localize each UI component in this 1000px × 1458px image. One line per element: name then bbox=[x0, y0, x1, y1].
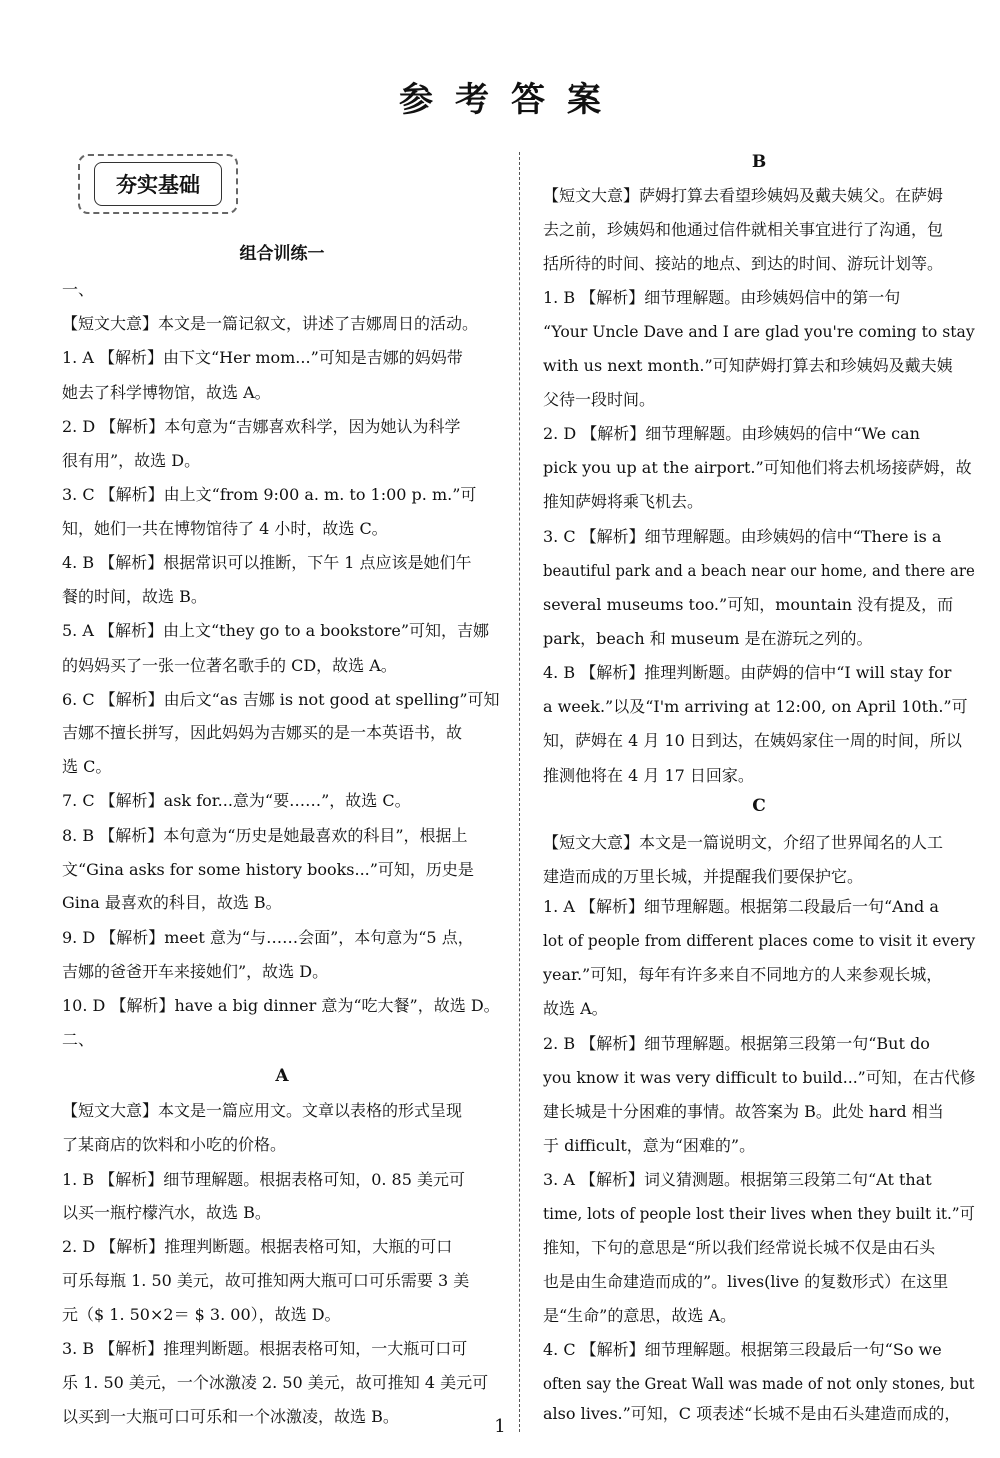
section-heading: B bbox=[751, 152, 767, 172]
answer-line: 1. B 【解析】细节理解题。根据表格可知，0. 85 美元可 bbox=[62, 1170, 465, 1189]
answer-line: 3. A 【解析】词义猜测题。根据第三段第二句“At that bbox=[543, 1170, 932, 1189]
answer-line: 1. B 【解析】细节理解题。由珍姨妈信中的第一句 bbox=[543, 288, 901, 307]
column-divider bbox=[519, 152, 520, 1432]
answer-line: 4. B 【解析】推理判断题。由萨姆的信中“I will stay for bbox=[543, 663, 952, 682]
answer-line: 【短文大意】本文是一篇说明文，介绍了世界闻名的人工 bbox=[543, 833, 944, 852]
answer-line: 元（$ 1. 50×2＝ $ 3. 00），故选 D。 bbox=[62, 1305, 341, 1324]
answer-line: 推测他将在 4 月 17 日回家。 bbox=[543, 766, 754, 785]
answer-line: 建造而成的万里长城，并提醒我们要保护它。 bbox=[543, 867, 864, 886]
answer-line: 【短文大意】萨姆打算去看望珍姨妈及戴夫姨父。在萨姆 bbox=[543, 186, 944, 205]
answer-line: 很有用”，故选 D。 bbox=[62, 451, 201, 470]
answer-line: 2. D 【解析】细节理解题。由珍姨妈的信中“We can bbox=[543, 424, 920, 443]
answer-line: 【短文大意】本文是一篇记叙文，讲述了吉娜周日的活动。 bbox=[62, 314, 479, 333]
answer-line: time, lots of people lost their lives when they built it.”可 bbox=[543, 1204, 975, 1223]
answer-line: 9. D 【解析】meet 意为“与……会面”，本句意为“5 点， bbox=[62, 928, 474, 947]
section-badge bbox=[78, 154, 238, 214]
answer-line: 括所待的时间、接站的地点、到达的时间、游玩计划等。 bbox=[543, 254, 944, 273]
answer-line: 2. B 【解析】细节理解题。根据第三段第一句“But do bbox=[543, 1034, 930, 1053]
answer-line: 2. D 【解析】本句意为“吉娜喜欢科学，因为她认为科学 bbox=[62, 417, 461, 436]
answer-line: 3. C 【解析】由上文“from 9:00 a. m. to 1:00 p. m.”可 bbox=[62, 485, 477, 504]
answer-line: 吉娜不擅长拼写，因此妈妈为吉娜买的是一本英语书，故 bbox=[62, 723, 463, 742]
section-badge-label: 夯实基础 bbox=[94, 162, 222, 206]
answer-line: 是“生命”的意思，故选 A。 bbox=[543, 1306, 737, 1325]
answer-line: 3. B 【解析】推理判断题。根据表格可知，一大瓶可口可 bbox=[62, 1339, 468, 1358]
answer-line: 以买到一大瓶可口可乐和一个冰激凌，故选 B。 bbox=[62, 1407, 399, 1426]
answer-line: 也是由生命建造而成的”。lives(live 的复数形式）在这里 bbox=[543, 1272, 949, 1291]
answer-line: 7. C 【解析】ask for...意为“要……”，故选 C。 bbox=[62, 791, 411, 810]
answer-line: 推知，下句的意思是“所以我们经常说长城不仅是由石头 bbox=[543, 1238, 936, 1257]
answer-line: “Your Uncle Dave and I are glad you're coming to stay bbox=[543, 322, 975, 341]
answer-line: 8. B 【解析】本句意为“历史是她最喜欢的科目”，根据上 bbox=[62, 826, 468, 845]
answer-line: 可乐每瓶 1. 50 美元，故可推知两大瓶可口可乐需要 3 美 bbox=[62, 1271, 470, 1290]
answer-line: with us next month.”可知萨姆打算去和珍姨妈及戴夫姨 bbox=[543, 356, 953, 375]
answer-line: 4. B 【解析】根据常识可以推断，下午 1 点应该是她们午 bbox=[62, 553, 472, 572]
answer-line: 故选 A。 bbox=[543, 999, 608, 1018]
answer-line: also lives.”可知，C 项表述“长城不是由石头建造而成的， bbox=[543, 1404, 961, 1423]
answer-line: 6. C 【解析】由后文“as 吉娜 is not good at spelling”可知 bbox=[62, 690, 500, 709]
answer-line: 去之前，珍姨妈和他通过信件就相关事宜进行了沟通，包 bbox=[543, 220, 944, 239]
answer-line: 了某商店的饮料和小吃的价格。 bbox=[62, 1135, 287, 1154]
answer-line: 乐 1. 50 美元，一个冰激凌 2. 50 美元，故可推知 4 美元可 bbox=[62, 1373, 489, 1392]
section-heading: A bbox=[275, 1066, 289, 1086]
answer-line: often say the Great Wall was made of not only stones, but bbox=[543, 1374, 975, 1393]
answer-line: Gina 最喜欢的科目，故选 B。 bbox=[62, 893, 282, 912]
page-number: 1 bbox=[494, 1416, 506, 1437]
answer-line: 吉娜的爸爸开车来接她们”，故选 D。 bbox=[62, 962, 329, 981]
answer-line: 知，萨姆在 4 月 10 日到达，在姨妈家住一周的时间，所以 bbox=[543, 731, 962, 750]
answer-line: you know it was very difficult to build...”可知，在古代修 bbox=[543, 1068, 976, 1087]
answer-line: 1. A 【解析】细节理解题。根据第二段最后一句“And a bbox=[543, 897, 939, 916]
page-title: 参考答案 bbox=[399, 80, 623, 120]
answer-line: 4. C 【解析】细节理解题。根据第三段最后一句“So we bbox=[543, 1340, 942, 1359]
answer-line: 知，她们一共在博物馆待了 4 小时，故选 C。 bbox=[62, 519, 388, 538]
answer-line: 3. C 【解析】细节理解题。由珍姨妈的信中“There is a bbox=[543, 527, 942, 546]
section-heading: C bbox=[752, 796, 766, 816]
answer-line: 于 difficult，意为“困难的”。 bbox=[543, 1136, 756, 1155]
answer-line: a week.”以及“I'm arriving at 12:00, on April 10th.”可 bbox=[543, 697, 968, 716]
answer-line: 餐的时间，故选 B。 bbox=[62, 587, 207, 606]
answer-line: 她去了科学博物馆，故选 A。 bbox=[62, 383, 271, 402]
answer-line: pick you up at the airport.”可知他们将去机场接萨姆，故 bbox=[543, 458, 972, 477]
answer-line: 一、 bbox=[62, 280, 95, 299]
answer-line: 10. D 【解析】have a big dinner 意为“吃大餐”，故选 D。 bbox=[62, 996, 500, 1015]
answer-line: beautiful park and a beach near our home, and there are bbox=[543, 561, 975, 580]
section-heading: 组合训练一 bbox=[239, 244, 325, 264]
answer-line: 父待一段时间。 bbox=[543, 390, 656, 409]
answer-line: 5. A 【解析】由上文“they go to a bookstore”可知，吉娜 bbox=[62, 621, 490, 640]
answer-line: 建长城是十分困难的事情。故答案为 B。此处 hard 相当 bbox=[543, 1102, 944, 1121]
answer-line: year.”可知，每年有许多来自不同地方的人来参观长城， bbox=[543, 965, 943, 984]
answer-line: 文“Gina asks for some history books...”可知，历史是 bbox=[62, 860, 474, 879]
answer-line: 选 C。 bbox=[62, 757, 112, 776]
answer-line: several museums too.”可知，mountain 没有提及，而 bbox=[543, 595, 954, 614]
answer-line: park，beach 和 museum 是在游玩之列的。 bbox=[543, 629, 873, 648]
answer-line: lot of people from different places come to visit it every bbox=[543, 931, 976, 950]
answer-line: 2. D 【解析】推理判断题。根据表格可知，大瓶的可口 bbox=[62, 1237, 453, 1256]
answer-line: 二、 bbox=[62, 1030, 95, 1049]
answer-line: 推知萨姆将乘飞机去。 bbox=[543, 492, 704, 511]
answer-line: 【短文大意】本文是一篇应用文。文章以表格的形式呈现 bbox=[62, 1101, 463, 1120]
answer-line: 的妈妈买了一张一位著名歌手的 CD，故选 A。 bbox=[62, 656, 397, 675]
answer-line: 以买一瓶柠檬汽水，故选 B。 bbox=[62, 1203, 271, 1222]
answer-line: 1. A 【解析】由下文“Her mom...”可知是吉娜的妈妈带 bbox=[62, 348, 463, 367]
